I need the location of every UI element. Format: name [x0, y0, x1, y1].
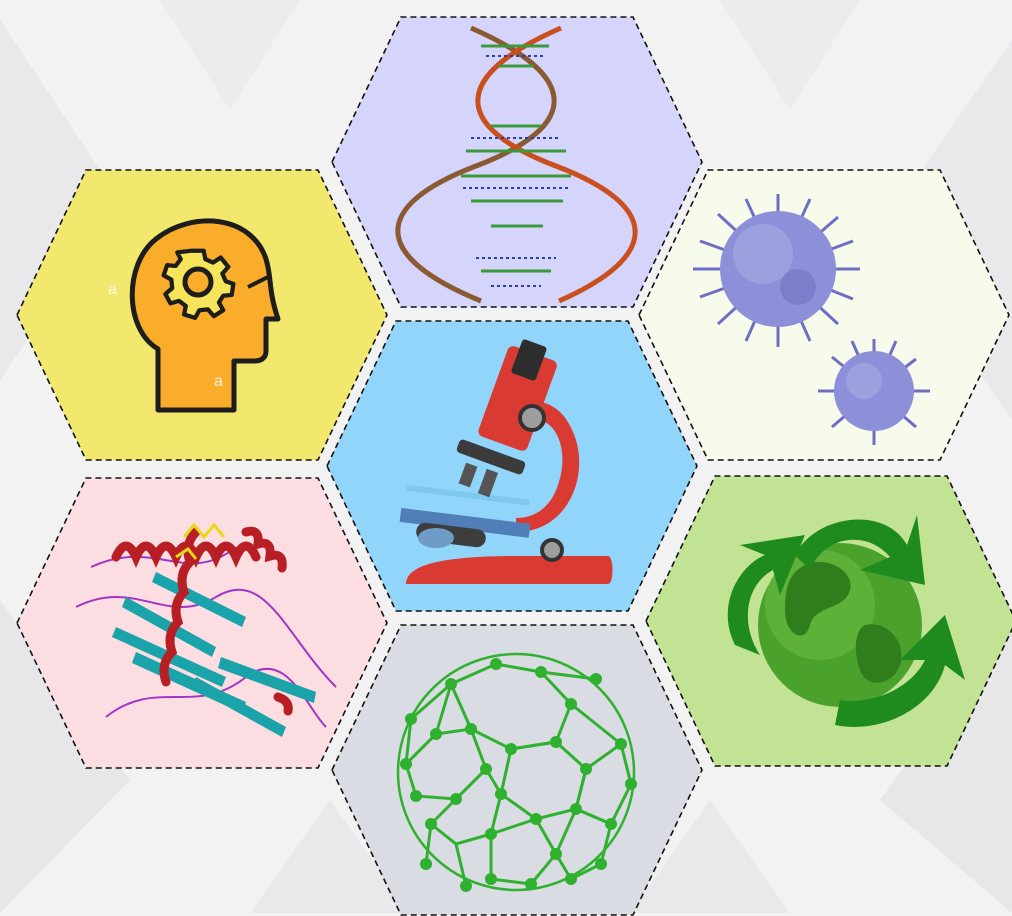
- hex-tile-fullerene: [331, 624, 703, 916]
- watermark-letter: a: [108, 281, 117, 298]
- watermark-letter: a: [214, 373, 223, 390]
